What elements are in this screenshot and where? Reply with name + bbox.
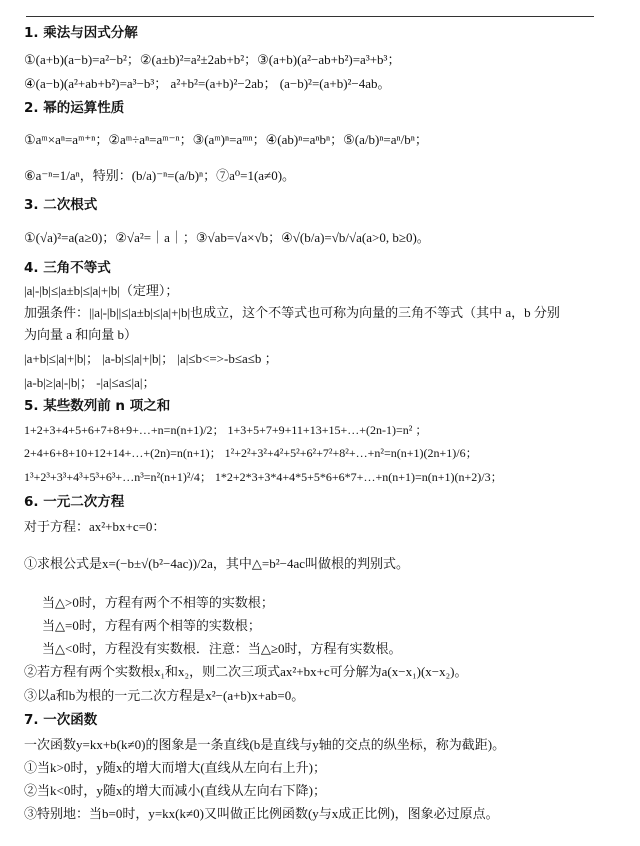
formula-line: ⑥a⁻ⁿ=1/aⁿ，特别：(b/a)⁻ⁿ=(a/b)ⁿ；⑦a⁰=1(a≠0)。 — [24, 168, 296, 183]
text-line: |a+b|≤|a|+|b|； |a-b|≤|a|+|b|； |a|≤b<=>-b≤a≤b ； — [24, 351, 278, 366]
text-line: 对于方程：ax²+bx+c=0： — [24, 519, 166, 534]
section-title: 5. 某些数列前 n 项之和 — [24, 398, 171, 414]
text-line: ③特别地：当b=0时，y=kx(k≠0)又叫做正比例函数(y与x成正比例)，图象必过原点。 — [24, 806, 499, 821]
top-rule — [26, 16, 594, 17]
text-line: ②若方程有两个实数根x₁和x₂，则二次三项式ax²+bx+c可分解为a(x−x₁)(x−x₂)。 — [24, 664, 468, 679]
text-line: 当△>0时，方程有两个不相等的实数根； — [42, 595, 274, 610]
text-line: ②当k<0时，y随x的增大而减小(直线从左向右下降)； — [24, 783, 326, 798]
text-line: ①当k>0时，y随x的增大而增大(直线从左向右上升)； — [24, 760, 326, 775]
text-line: 当△=0时，方程有两个相等的实数根； — [42, 618, 261, 633]
text-line: |a|-|b|≤|a±b|≤|a|+|b|（定理）； — [24, 283, 179, 298]
text-line: 加强条件：||a|-|b||≤|a±b|≤|a|+|b|也成立，这个不等式也可称为向量的三角不等式（其中 a，b 分别 — [24, 305, 560, 320]
section-title: 3. 二次根式 — [24, 197, 98, 213]
formula-line: 1+2+3+4+5+6+7+8+9+…+n=n(n+1)/2； 1+3+5+7+9+11+13+15+…+(2n-1)=n² ； — [24, 423, 428, 437]
section-title: 4. 三角不等式 — [24, 260, 111, 276]
section-title: 6. 一元二次方程 — [24, 494, 125, 510]
formula-line: 2+4+6+8+10+12+14+…+(2n)=n(n+1)； 1²+2²+3²+4²+5²+6²+7²+8²+…+n²=n(n+1)(2n+1)/6； — [24, 446, 478, 460]
text-line: 为向量 a 和向量 b） — [24, 327, 138, 342]
section-title: 1. 乘法与因式分解 — [24, 25, 138, 41]
formula-line: ①(a+b)(a−b)=a²−b²；②(a±b)²=a²±2ab+b²；③(a+b)(a²−ab+b²)=a³+b³； — [24, 52, 401, 67]
formula-line: 1³+2³+3³+4³+5³+6³+…n³=n²(n+1)²/4； 1*2+2*3+3*4+4*5+5*6+6*7+…+n(n+1)=n(n+1)(n+2)/3； — [24, 470, 503, 484]
text-line: ③以a和b为根的一元二次方程是x²−(a+b)x+ab=0。 — [24, 688, 305, 703]
text-line: 一次函数y=kx+b(k≠0)的图象是一条直线(b是直线与y轴的交点的纵坐标，称为截距)。 — [24, 737, 506, 752]
formula-line: ④(a−b)(a²+ab+b²)=a³−b³； a²+b²=(a+b)²−2ab； (a−b)²=(a+b)²−4ab。 — [24, 76, 391, 91]
formula-line: ①(√a)²=a(a≥0)；②√a²=｜a｜；③√ab=√a×√b；④√(b/a)=√b/√a(a>0, b≥0)。 — [24, 230, 430, 245]
text-line: |a-b|≥|a|-|b|； -|a|≤a≤|a|； — [24, 375, 156, 390]
text-line: 当△<0时，方程没有实数根．注意：当△≥0时，方程有实数根。 — [42, 641, 402, 656]
formula-line: ①求根公式是x=(−b±√(b²−4ac))/2a，其中△=b²−4ac叫做根的判别式。 — [24, 556, 409, 571]
section-title: 2. 幂的运算性质 — [24, 100, 125, 116]
formula-line: ①aᵐ×aⁿ=aᵐ⁺ⁿ；②aᵐ÷aⁿ=aᵐ⁻ⁿ；③(aᵐ)ⁿ=aᵐⁿ；④(ab)ⁿ=aⁿbⁿ；⑤(a/b)ⁿ=aⁿ/bⁿ； — [24, 132, 428, 147]
section-title: 7. 一次函数 — [24, 712, 98, 728]
